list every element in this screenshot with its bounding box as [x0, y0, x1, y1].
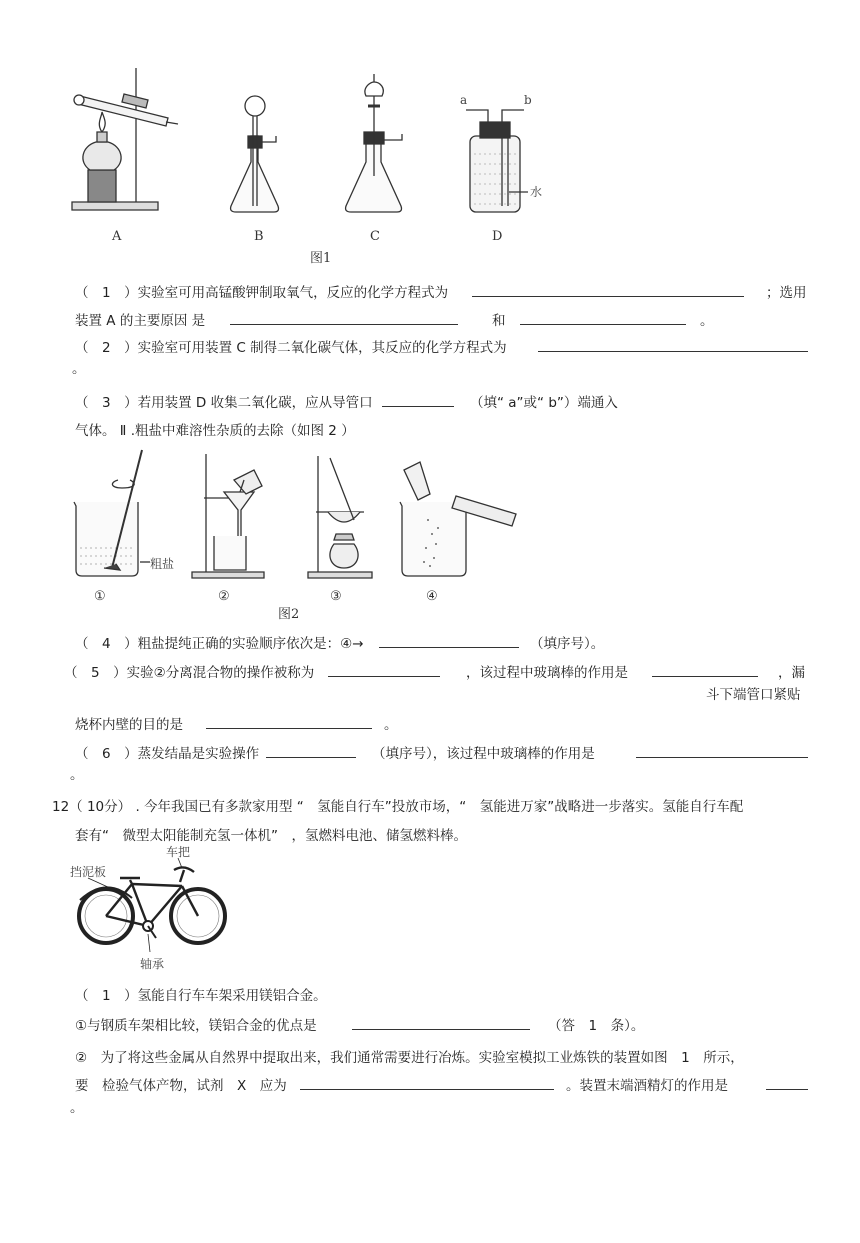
q5-operation-blank[interactable]: [328, 662, 440, 677]
q12-1-sub2-text-2: 要 检验气体产物，试剂 X 应为: [75, 1078, 287, 1094]
q3-text-1: （ 3 ）若用装置 D 收集二氧化碳，应从导管口: [75, 395, 373, 411]
q12-1-tail: 。: [70, 1100, 84, 1116]
q4-text-2: （填序号）。: [530, 636, 605, 652]
mudguard-label: 挡泥板: [70, 865, 107, 879]
q5-purpose-blank[interactable]: [206, 714, 372, 729]
q5-text-5: 烧杯内壁的目的是: [75, 717, 183, 733]
figure-2: [68, 440, 524, 622]
q12-1-reagent-blank[interactable]: [300, 1075, 554, 1090]
q3-text-2: （填“ a”或“ b”）端通入: [470, 395, 618, 411]
label-b: B: [254, 229, 264, 244]
q1-equation-blank[interactable]: [472, 282, 744, 297]
q4-order-blank[interactable]: [379, 633, 519, 648]
q3-text-3: 气体。 Ⅱ .粗盐中难溶性杂质的去除（如图 2 ）: [75, 423, 355, 439]
figure-2-caption: 图2: [278, 607, 300, 622]
salt-label: 粗盐: [150, 557, 175, 571]
q12-1-sub1-text-2: （答 1 条）。: [548, 1018, 645, 1034]
q3-port-blank[interactable]: [382, 392, 454, 407]
port-b: b: [524, 93, 532, 107]
q2-equation-blank[interactable]: [538, 337, 808, 352]
q1-text-5: 。: [700, 313, 714, 329]
q12-1-text: （ 1 ）氢能自行车车架采用镁铝合金。: [75, 988, 327, 1004]
port-a: a: [460, 93, 468, 107]
q2-tail: 。: [72, 361, 86, 377]
q6-tail: 。: [70, 767, 84, 783]
figure-1-drawing: [66, 66, 556, 266]
q1-text-2: ；选用: [766, 285, 807, 301]
figure-2-drawing: [68, 440, 524, 622]
figure-1-caption: 图1: [310, 251, 332, 266]
step-4-label: ④: [426, 589, 438, 604]
q12-text-1: 12（ 10分） . 今年我国已有多款家用型 “ 氢能自行车”投放市场，“ 氢能进万家”战略进一步落实。氢能自行车配: [52, 799, 744, 815]
q5-text-1: （ 5 ）实验②分离混合物的操作被称为: [64, 665, 315, 681]
label-c: C: [370, 229, 380, 244]
label-d: D: [492, 229, 503, 244]
q1-text-3: 装置 A 的主要原因 是: [75, 313, 206, 329]
water-label: 水: [530, 185, 543, 199]
step-3-label: ③: [330, 589, 342, 604]
q5-text-2: ，该过程中玻璃棒的作用是: [466, 665, 628, 681]
step-1-label: ①: [94, 589, 106, 604]
figure-1: [66, 66, 556, 266]
q4-text-1: （ 4 ）粗盐提纯正确的实验顺序依次是：④→: [75, 636, 364, 652]
handlebar-label: 车把: [166, 845, 191, 859]
q12-1-sub1-text-1: ①与钢质车架相比较，镁铝合金的优点是: [75, 1018, 317, 1034]
q1-reason-blank-2[interactable]: [520, 310, 686, 325]
q5-rod-role-blank[interactable]: [652, 662, 758, 677]
bicycle-figure: [70, 842, 234, 974]
q6-text-2: （填序号），该过程中玻璃棒的作用是: [372, 746, 595, 762]
q12-1-lamp-role-blank[interactable]: [766, 1075, 808, 1090]
q6-step-blank[interactable]: [266, 743, 356, 758]
q5-text-4: 斗下端管口紧贴: [706, 687, 801, 703]
q12-text-2: 套有“ 微型太阳能制充氢一体机” ，氢燃料电池、储氢燃料棒。: [75, 828, 467, 844]
bearing-label: 轴承: [140, 957, 165, 971]
q1-reason-blank-1[interactable]: [230, 310, 458, 325]
q6-text-1: （ 6 ）蒸发结晶是实验操作: [75, 746, 260, 762]
step-2-label: ②: [218, 589, 230, 604]
q12-1-sub2-text-3: 。装置末端酒精灯的作用是: [566, 1078, 728, 1094]
q12-1-sub2-text-1: ② 为了将这些金属从自然界中提取出来，我们通常需要进行冶炼。实验室模拟工业炼铁的装置如图 1 所示，: [75, 1050, 744, 1066]
q1-text-1: （ 1 ）实验室可用高锰酸钾制取氧气，反应的化学方程式为: [75, 285, 449, 301]
q6-rod-role-blank[interactable]: [636, 743, 808, 758]
q2-text: （ 2 ）实验室可用装置 C 制得二氧化碳气体，其反应的化学方程式为: [75, 340, 507, 356]
q5-text-6: 。: [384, 717, 398, 733]
label-a: A: [112, 229, 122, 244]
q1-text-4: 和: [492, 313, 506, 329]
q5-text-3: ，漏: [778, 665, 805, 681]
q12-1-advantage-blank[interactable]: [352, 1015, 530, 1030]
bicycle-drawing: [70, 842, 234, 974]
